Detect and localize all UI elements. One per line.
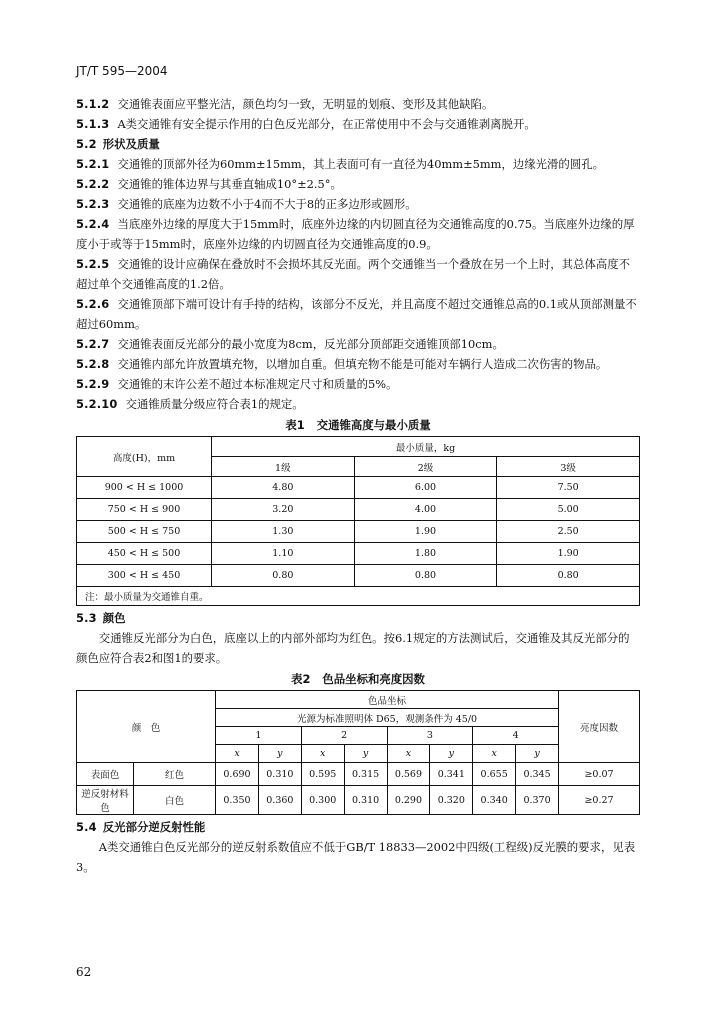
table2-x-label: x xyxy=(473,745,516,763)
table-cell: 4.00 xyxy=(354,499,497,521)
clause-number: 5.2.10 xyxy=(76,397,118,411)
section-heading-5-2 xyxy=(76,134,640,154)
clause-5-2-1 xyxy=(76,154,640,174)
table-cell-height: 900 < H ≤ 1000 xyxy=(77,477,212,499)
table1-title: 交通锥高度与最小质量 xyxy=(316,418,431,432)
clause-number: 5.2.1 xyxy=(76,157,110,171)
clause-number: 5.2.9 xyxy=(76,377,110,391)
table1-grade-1: 1级 xyxy=(212,457,355,477)
table-cell-luminance: ≥0.27 xyxy=(559,786,640,815)
table1-note: 注：最小质量为交通锥自重。 xyxy=(77,587,640,606)
clause-5-2-6 xyxy=(76,294,640,334)
clause-5-2-9 xyxy=(76,374,640,394)
table-cell: 0.569 xyxy=(387,763,430,786)
clause-text: 交通锥质量分级应符合表1的规定。 xyxy=(125,397,304,411)
table-cell: 0.315 xyxy=(344,763,387,786)
table2-y-label: y xyxy=(344,745,387,763)
table1-grade-2: 2级 xyxy=(354,457,497,477)
table-cell: 0.350 xyxy=(216,786,259,815)
table2-header-luminance: 亮度因数 xyxy=(559,691,640,763)
clause-number: 5.2.3 xyxy=(76,197,110,211)
table-cell-height: 750 < H ≤ 900 xyxy=(77,499,212,521)
table2-header-color: 颜 色 xyxy=(77,691,216,763)
page-number: 62 xyxy=(76,965,92,979)
clause-text: 交通锥的底座为边数不小于4而不大于8的正多边形或圆形。 xyxy=(117,197,417,211)
table-cell-height: 500 < H ≤ 750 xyxy=(77,521,212,543)
table2-x-label: x xyxy=(216,745,259,763)
clause-text: 交通锥内部允许放置填充物，以增加自重。但填充物不能是可能对车辆行人造成二次伤害的物品。 xyxy=(117,357,608,371)
table-cell: 7.50 xyxy=(497,477,640,499)
section-title: 颜色 xyxy=(102,611,126,625)
table-cell: 0.320 xyxy=(430,786,473,815)
clause-text: A类交通锥有安全提示作用的白色反光部分，在正常使用中不会与交通锥剥离脱开。 xyxy=(117,117,536,131)
clause-5-2-5 xyxy=(76,254,640,294)
table-cell: 2.50 xyxy=(497,521,640,543)
table-cell: 1.90 xyxy=(497,543,640,565)
table2-x-label: x xyxy=(387,745,430,763)
table2-y-label: y xyxy=(258,745,301,763)
table1-header-mass: 最小质量，kg xyxy=(212,437,640,457)
table-cell: 0.310 xyxy=(344,786,387,815)
clause-5-2-8 xyxy=(76,354,640,374)
table2-x-label: x xyxy=(301,745,344,763)
table2-y-label: y xyxy=(516,745,559,763)
table-cell: 1.80 xyxy=(354,543,497,565)
table2-chromaticity xyxy=(76,690,640,815)
clause-number: 5.1.2 xyxy=(76,97,110,111)
table2-point-4: 4 xyxy=(473,727,559,745)
table-cell: 1.30 xyxy=(212,521,355,543)
section-number: 5.3 xyxy=(76,611,97,625)
table2-caption xyxy=(76,670,640,688)
table2-header-chroma: 色品坐标 xyxy=(216,691,559,709)
table-cell-height: 300 < H ≤ 450 xyxy=(77,565,212,587)
table2-point-3: 3 xyxy=(387,727,473,745)
table-cell: 1.90 xyxy=(354,521,497,543)
section-title: 反光部分逆反射性能 xyxy=(102,820,206,834)
table-row xyxy=(77,786,640,815)
document-body xyxy=(76,94,640,877)
clause-5-1-2 xyxy=(76,94,640,114)
standard-code-header: JT/T 595—2004 xyxy=(76,64,168,78)
table2-number: 表2 xyxy=(291,672,311,686)
clause-text: 交通锥的锥体边界与其垂直轴成10°±2.5°。 xyxy=(117,177,342,191)
table-row xyxy=(77,763,640,786)
table-cell: 0.370 xyxy=(516,786,559,815)
clause-number: 5.2.4 xyxy=(76,217,110,231)
clause-text: 交通锥的顶部外径为60mm±15mm，其上表面可有一直径为40mm±5mm，边缘光滑的圆孔。 xyxy=(117,157,604,171)
table2-point-1: 1 xyxy=(216,727,302,745)
table-cell: 0.595 xyxy=(301,763,344,786)
clause-5-1-3 xyxy=(76,114,640,134)
table-cell-material: 表面色 xyxy=(77,763,134,786)
clause-text: 交通锥的末许公差不超过本标准规定尺寸和质量的5%。 xyxy=(117,377,398,391)
table-cell: 0.290 xyxy=(387,786,430,815)
table-cell: 5.00 xyxy=(497,499,640,521)
clause-number: 5.2.7 xyxy=(76,337,110,351)
table2-header-illuminant: 光源为标准照明体 D65，观测条件为 45/0 xyxy=(216,709,559,727)
clause-5-4-text: A类交通锥白色反光部分的逆反射系数值应不低于GB/T 18833—2002中四级(工程级)反光膜的要求，见表3。 xyxy=(76,840,636,874)
section-heading-5-4 xyxy=(76,817,640,837)
clause-text: 交通锥表面反光部分的最小宽度为8cm，反光部分顶部距交通锥顶部10cm。 xyxy=(117,337,504,351)
table1-caption xyxy=(76,416,640,434)
clause-text: 交通锥表面应平整光洁，颜色均匀一致，无明显的划痕、变形及其他缺陷。 xyxy=(117,97,494,111)
clause-5-2-4 xyxy=(76,214,640,254)
table-cell: 0.300 xyxy=(301,786,344,815)
clause-number: 5.1.3 xyxy=(76,117,110,131)
table-cell: 0.80 xyxy=(212,565,355,587)
table1-number: 表1 xyxy=(285,418,305,432)
table-cell: 3.20 xyxy=(212,499,355,521)
table-row xyxy=(77,521,640,543)
table-cell-material: 逆反射材料色 xyxy=(77,786,134,815)
table1-height-mass xyxy=(76,436,640,606)
clause-5-3-text: 交通锥反光部分为白色，底座以上的内部外部均为红色。按6.1规定的方法测试后，交通锥及其反光部分的颜色应符合表2和图1的要求。 xyxy=(76,631,630,665)
table-cell: 6.00 xyxy=(354,477,497,499)
table2-y-label: y xyxy=(430,745,473,763)
table-cell: 0.360 xyxy=(258,786,301,815)
table-cell: 0.80 xyxy=(354,565,497,587)
table-cell: 0.80 xyxy=(497,565,640,587)
clause-number: 5.2.2 xyxy=(76,177,110,191)
table2-title: 色品坐标和亮度因数 xyxy=(322,672,425,686)
table-cell: 4.80 xyxy=(212,477,355,499)
table-cell: 0.690 xyxy=(216,763,259,786)
clause-5-2-3 xyxy=(76,194,640,214)
clause-text: 交通锥的设计应确保在叠放时不会损坏其反光面。两个交通锥当一个叠放在另一个上时，其总体高度不超过单个交通锥高度的1.2倍。 xyxy=(76,257,631,291)
clause-number: 5.2.6 xyxy=(76,297,110,311)
section-title: 形状及质量 xyxy=(102,137,160,151)
table1-grade-3: 3级 xyxy=(497,457,640,477)
clause-number: 5.2.8 xyxy=(76,357,110,371)
table-cell: 0.310 xyxy=(258,763,301,786)
table-cell-color: 红色 xyxy=(134,763,216,786)
clause-text: 交通锥顶部下端可设计有手持的结构，该部分不反光，并且高度不超过交通锥总高的0.1或从顶部测量不超过60mm。 xyxy=(76,297,637,331)
section-number: 5.4 xyxy=(76,820,97,834)
table-cell: 0.340 xyxy=(473,786,516,815)
table-cell: 0.655 xyxy=(473,763,516,786)
table-cell-color: 白色 xyxy=(134,786,216,815)
table-cell: 0.341 xyxy=(430,763,473,786)
table-cell-height: 450 < H ≤ 500 xyxy=(77,543,212,565)
table1-header-height: 高度(H)，mm xyxy=(77,437,212,477)
clause-number: 5.2.5 xyxy=(76,257,110,271)
table-row xyxy=(77,565,640,587)
table-row xyxy=(77,499,640,521)
clause-5-2-2 xyxy=(76,174,640,194)
table-cell: 1.10 xyxy=(212,543,355,565)
table-row xyxy=(77,543,640,565)
section-heading-5-3 xyxy=(76,608,640,628)
table-row xyxy=(77,477,640,499)
clause-5-2-7 xyxy=(76,334,640,354)
clause-text: 当底座外边缘的厚度大于15mm时，底座外边缘的内切圆直径为交通锥高度的0.75。当底座外边缘的厚度小于或等于15mm时，底座外边缘的内切圆直径为交通锥高度的0.9。 xyxy=(76,217,635,251)
section-number: 5.2 xyxy=(76,137,97,151)
clause-5-2-10 xyxy=(76,394,640,414)
table2-point-2: 2 xyxy=(301,727,387,745)
table-cell: 0.345 xyxy=(516,763,559,786)
table-cell-luminance: ≥0.07 xyxy=(559,763,640,786)
